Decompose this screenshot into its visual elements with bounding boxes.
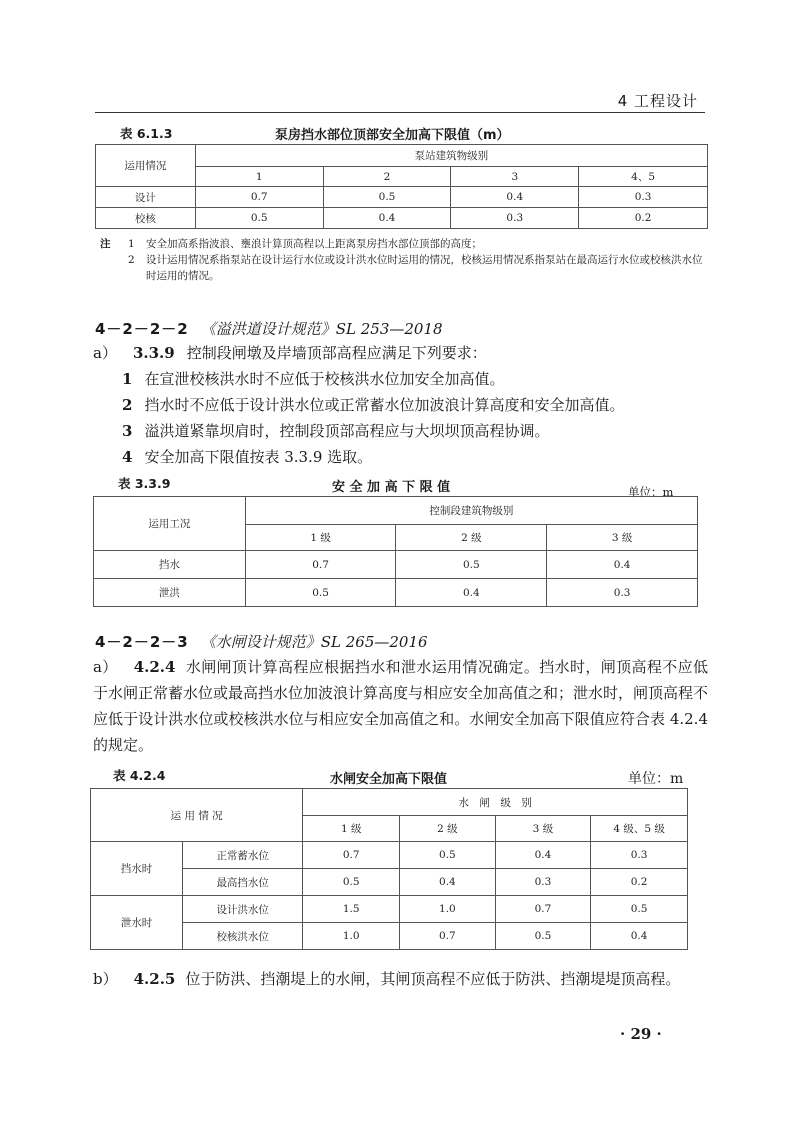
table-row bbox=[91, 896, 688, 923]
cell: 0.5 bbox=[495, 923, 591, 950]
group-label: 挡水时 bbox=[91, 842, 183, 896]
running-head: 4 工程设计 bbox=[617, 92, 698, 110]
table-339 bbox=[93, 496, 698, 607]
cell: 0.2 bbox=[579, 208, 708, 229]
cell: 0.7 bbox=[400, 923, 496, 950]
cell: 0.3 bbox=[451, 208, 579, 229]
clause-number: 4－2－2－2 bbox=[95, 320, 189, 338]
table-613-title: 泵房挡水部位顶部安全加高下限值（m） bbox=[275, 128, 510, 143]
sub-item-text: 在宣泄校核洪水时不应低于校核洪水位加安全加高值。 bbox=[144, 370, 505, 388]
row-label: 设计 bbox=[96, 187, 196, 208]
item-label: a） bbox=[93, 658, 118, 676]
cell: 0.5 bbox=[396, 551, 547, 579]
cell: 0.4 bbox=[495, 842, 591, 869]
note-number: 2 bbox=[128, 254, 135, 266]
cell: 0.7 bbox=[245, 551, 396, 579]
table-339-col-header: 1 级 bbox=[245, 525, 396, 551]
table-424-title: 水闸安全加高下限值 bbox=[330, 772, 448, 787]
cell: 0.5 bbox=[245, 579, 396, 607]
clause-heading bbox=[95, 631, 428, 652]
sub-item-number: 3 bbox=[122, 422, 133, 440]
sub-item-number: 4 bbox=[122, 448, 133, 466]
sub-item bbox=[122, 366, 712, 392]
table-339-group-header: 控制段建筑物级别 bbox=[245, 497, 697, 525]
table-424 bbox=[90, 788, 688, 950]
item-text: 控制段闸墩及岸墙顶部高程应满足下列要求： bbox=[186, 344, 487, 362]
row-label: 校核 bbox=[96, 208, 196, 229]
sub-item bbox=[122, 444, 712, 470]
table-613-notes bbox=[100, 236, 705, 284]
table-424-number: 表 4.2.4 bbox=[113, 768, 166, 783]
table-613-col-header: 2 bbox=[323, 167, 451, 187]
table-339-title: 安 全 加 高 下 限 值 bbox=[332, 480, 451, 495]
cell: 0.7 bbox=[195, 187, 323, 208]
table-row bbox=[96, 187, 708, 208]
table-339-row-header: 运用工况 bbox=[94, 497, 246, 551]
cell: 0.5 bbox=[323, 187, 451, 208]
table-row bbox=[94, 551, 698, 579]
sub-item bbox=[122, 418, 712, 444]
cell: 0.7 bbox=[303, 842, 400, 869]
clause-item bbox=[93, 654, 708, 758]
sub-item-text: 溢洪道紧靠坝肩时，控制段顶部高程应与大坝坝顶高程协调。 bbox=[144, 422, 550, 440]
cell: 0.5 bbox=[400, 842, 496, 869]
table-339-unit: 单位：m bbox=[628, 485, 674, 499]
row-label: 正常蓄水位 bbox=[183, 842, 303, 869]
table-339-col-header: 3 级 bbox=[547, 525, 698, 551]
page-number: · 29 · bbox=[620, 1025, 662, 1043]
table-424-group-header: 水 闸 级 别 bbox=[303, 789, 688, 816]
item-text-continued: 不应低于水闸正常蓄水位或最高挡水位加波浪计算高度与相应安全加高值之和；泄水时，闸顶高程不应低于设计洪水位或校核洪水位与相应安全加高值之和。水闸安全加高下限值应符合表 4.2.4 的规定。 bbox=[93, 658, 709, 754]
clause-number: 4－2－2－3 bbox=[95, 633, 189, 651]
table-424-row-header: 运 用 情 况 bbox=[91, 789, 303, 842]
cell: 0.3 bbox=[547, 579, 698, 607]
table-424-col-header: 2 级 bbox=[400, 816, 496, 842]
cell: 0.4 bbox=[400, 869, 496, 896]
item-number: 4.2.4 bbox=[133, 658, 176, 676]
cell: 0.3 bbox=[591, 842, 688, 869]
cell: 0.3 bbox=[495, 869, 591, 896]
clause-heading bbox=[95, 318, 443, 339]
cell: 0.5 bbox=[195, 208, 323, 229]
standard-name: 《水闸设计规范》SL 265—2016 bbox=[200, 633, 428, 651]
cell: 0.4 bbox=[323, 208, 451, 229]
cell: 0.3 bbox=[579, 187, 708, 208]
item-text-continued: 高程。 bbox=[635, 970, 681, 988]
cell: 1.5 bbox=[303, 896, 400, 923]
group-label: 泄水时 bbox=[91, 896, 183, 950]
table-424-col-header: 1 级 bbox=[303, 816, 400, 842]
note-text: 设计运用情况系指泵站在设计运行水位或设计洪水位时运用的情况，校核运用情况系指泵站在最高运行水位或校核洪水位时运用的情况。 bbox=[146, 254, 703, 282]
row-label: 最高挡水位 bbox=[183, 869, 303, 896]
note-label: 注 bbox=[100, 238, 111, 250]
clause-item bbox=[93, 966, 708, 992]
note-number: 1 bbox=[128, 238, 135, 250]
table-339-col-header: 2 级 bbox=[396, 525, 547, 551]
item-text: 水闸闸顶计算高程应根据挡水和泄水运用情况确定。挡水时，闸顶高程 bbox=[185, 658, 663, 676]
item-number: 3.3.9 bbox=[132, 344, 175, 362]
table-row bbox=[94, 579, 698, 607]
cell: 0.4 bbox=[451, 187, 579, 208]
cell: 0.2 bbox=[591, 869, 688, 896]
item-text: 位于防洪、挡潮堤上的水闸，其闸顶高程不应低于防洪、挡潮堤堤顶 bbox=[185, 970, 636, 988]
table-424-unit: 单位：m bbox=[628, 771, 684, 787]
sub-item bbox=[122, 392, 712, 418]
cell: 1.0 bbox=[400, 896, 496, 923]
cell: 1.0 bbox=[303, 923, 400, 950]
table-613-col-header: 3 bbox=[451, 167, 579, 187]
cell: 0.4 bbox=[591, 923, 688, 950]
table-613-col-header: 1 bbox=[195, 167, 323, 187]
cell: 0.7 bbox=[495, 896, 591, 923]
item-number: 4.2.5 bbox=[133, 970, 176, 988]
row-label: 设计洪水位 bbox=[183, 896, 303, 923]
table-424-col-header: 3 级 bbox=[495, 816, 591, 842]
row-label: 泄洪 bbox=[94, 579, 246, 607]
sub-item-text: 安全加高下限值按表 3.3.9 选取。 bbox=[144, 448, 373, 466]
table-613-col-header: 4、5 bbox=[579, 167, 708, 187]
standard-name: 《溢洪道设计规范》SL 253—2018 bbox=[200, 320, 443, 338]
sub-item-text: 挡水时不应低于设计洪水位或正常蓄水位加波浪计算高度和安全加高值。 bbox=[144, 396, 625, 414]
table-424-col-header: 4 级、5 级 bbox=[591, 816, 688, 842]
cell: 0.4 bbox=[547, 551, 698, 579]
table-613-row-header: 运用情况 bbox=[96, 145, 196, 187]
item-label: a） bbox=[93, 344, 117, 362]
table-row bbox=[91, 842, 688, 869]
table-613-number: 表 6.1.3 bbox=[120, 126, 173, 141]
table-339-number: 表 3.3.9 bbox=[118, 476, 171, 491]
table-613 bbox=[95, 144, 708, 229]
cell: 0.5 bbox=[591, 896, 688, 923]
table-row bbox=[96, 208, 708, 229]
row-label: 挡水 bbox=[94, 551, 246, 579]
item-label: b） bbox=[93, 970, 118, 988]
clause-item bbox=[93, 340, 708, 366]
note-text: 安全加高系指波浪、壅浪计算顶高程以上距离泵房挡水部位顶部的高度； bbox=[146, 238, 482, 250]
row-label: 校核洪水位 bbox=[183, 923, 303, 950]
sub-item-number: 2 bbox=[122, 396, 133, 414]
header-rule bbox=[95, 112, 705, 113]
cell: 0.4 bbox=[396, 579, 547, 607]
sub-item-number: 1 bbox=[122, 370, 133, 388]
table-613-group-header: 泵站建筑物级别 bbox=[195, 145, 707, 167]
cell: 0.5 bbox=[303, 869, 400, 896]
